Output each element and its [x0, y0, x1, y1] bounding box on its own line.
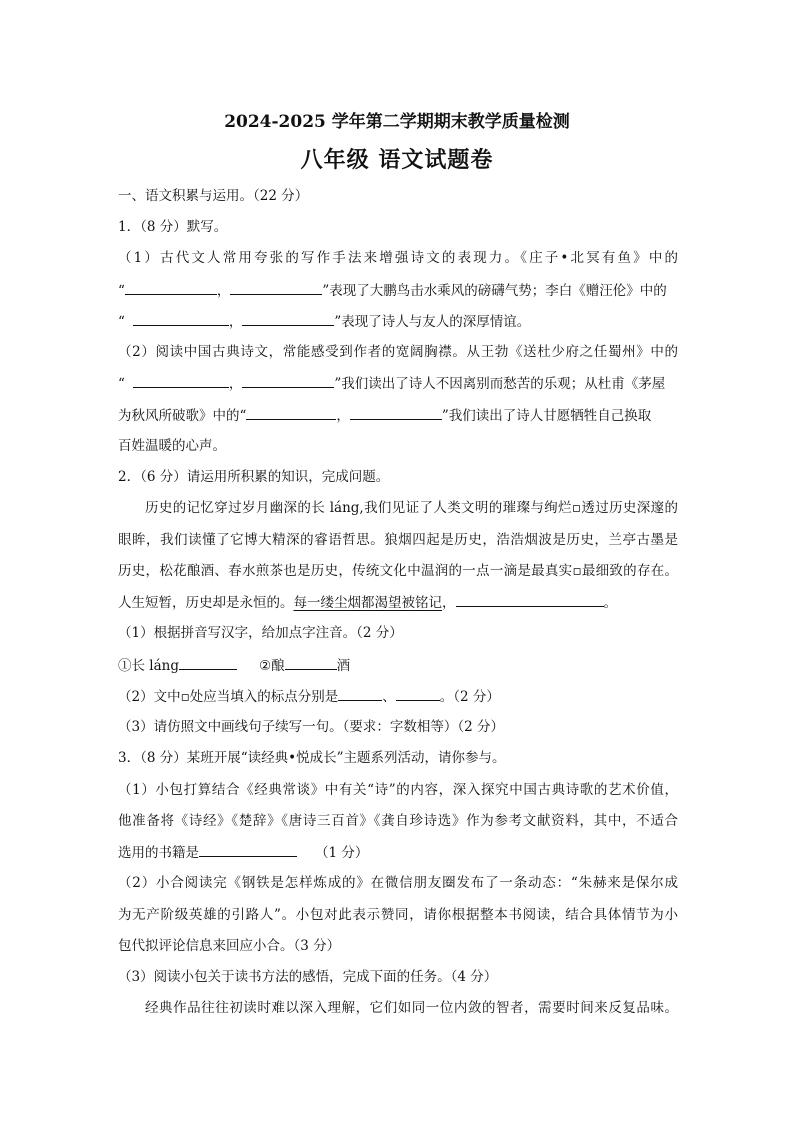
q1-p1-line2: “ ， ”表现了大鹏鸟击水乘风的磅礴气势；李白《赠汪伦》中的 — [118, 280, 678, 301]
q1-p2-line2: “ ， ”我们读出了诗人不因离别而愁苦的乐观；从杜甫《茅屋 — [118, 373, 678, 394]
q3-s1-line1: （1）小包打算结合《经典常谈》中有关“诗”的内容，深入探究中国古典诗歌的艺术价值， — [118, 782, 678, 798]
section-heading: 一、语文积累与运用。（22 分） — [118, 188, 309, 204]
q2-stem: 2．（6 分）请运用所积累的知识，完成问题。 — [118, 469, 390, 485]
q3-s3-paragraph: 经典作品往往初读时难以深入理解，它们如同一位内敛的智者，需要时间来反复品味。 — [145, 1000, 678, 1016]
answer-blank[interactable] — [350, 405, 442, 420]
q2-para-line1: 历史的记忆穿过岁月幽深的长 láng,我们见证了人类文明的璀璨与绚烂▫透过历史深邃的 — [145, 500, 678, 516]
q1-stem: 1．（8 分）默写。 — [118, 219, 228, 235]
underlined-sentence: 每一缕尘烟都渴望被铭记 — [293, 595, 442, 611]
q1-p1-line3: “ ， ”表现了诗人与友人的深厚情谊。 — [118, 311, 678, 332]
q1-p1-line1: （1）古代文人常用夸张的写作手法来增强诗文的表现力。《庄子•北冥有鱼》中的 — [118, 250, 678, 266]
answer-blank[interactable] — [133, 311, 229, 326]
answer-blank[interactable] — [285, 655, 337, 670]
q2-para-line4: 人生短暂，历史却是永恒的。每一缕尘烟都渴望被铭记， 。 — [118, 592, 678, 613]
q3-s1-line2: 他准备将《诗经》《楚辞》《唐诗三百首》《龚自珍诗选》作为参考文献资料，其中，不适合 — [118, 813, 678, 829]
q3-stem: 3．（8 分）某班开展“读经典•悦成长”主题系列活动，请你参与。 — [118, 750, 506, 766]
q2-para-line2: 眼眸，我们读懂了它博大精深的睿语哲思。狼烟四起是历史，浩浩烟波是历史，兰亭古墨是 — [118, 532, 678, 548]
q1-p2-line4: 百姓温暖的心声。 — [118, 438, 226, 454]
q3-s2-line2: 为无产阶级英雄的引路人”。小包对此表示赞同，请你根据整本书阅读，结合具体情节为小 — [118, 907, 678, 923]
q3-s3: （3）阅读小包关于读书方法的感悟，完成下面的任务。（4 分） — [118, 969, 498, 985]
answer-blank[interactable] — [456, 592, 604, 607]
q1-p2-line1: （2）阅读中国古典诗文，常能感受到作者的宽阔胸襟。从王勃《送杜少府之任蜀州》中的 — [118, 344, 678, 360]
answer-blank[interactable] — [242, 311, 334, 326]
exam-subtitle: 八年级 语文试题卷 — [300, 147, 494, 173]
answer-blank[interactable] — [246, 405, 336, 420]
answer-blank[interactable] — [242, 373, 334, 388]
q2-sub3: （3）请仿照文中画线句子续写一句。（要求：字数相等）（2 分） — [118, 719, 504, 735]
answer-blank[interactable] — [199, 842, 297, 857]
answer-blank[interactable] — [396, 686, 440, 701]
answer-blank[interactable] — [133, 373, 229, 388]
q3-s2-line3: 包代拟评论信息来回应小合。（3 分） — [118, 938, 341, 954]
q2-sub2: （2）文中▫处应当填入的标点分别是 、 。（2 分） — [118, 686, 678, 707]
answer-blank[interactable] — [125, 280, 217, 295]
q1-p2-line3: 为秋风所破歌》中的“ ， ”我们读出了诗人甘愿牺牲自己换取 — [118, 405, 678, 426]
q2-para-line3: 历史，松花酿酒、春水煎茶也是历史，传统文化中温润的一点一滴是最真实▫最细致的存在。 — [118, 563, 678, 579]
answer-blank[interactable] — [338, 686, 382, 701]
exam-title: 2024-2025 学年第二学期期末教学质量检测 — [224, 112, 570, 132]
q3-s2-line1: （2）小合阅读完《钢铁是怎样炼成的》在微信朋友圈发布了一条动态：“朱赫来是保尔成 — [118, 875, 678, 891]
q2-sub1-answers: ①长 láng ②酿 酒 — [118, 655, 678, 676]
q2-sub1: （1）根据拼音写汉字，给加点字注音。（2 分） — [118, 625, 403, 641]
answer-blank[interactable] — [230, 280, 322, 295]
q3-s1-line3: 选用的书籍是 （1 分） — [118, 842, 678, 863]
answer-blank[interactable] — [179, 655, 237, 670]
